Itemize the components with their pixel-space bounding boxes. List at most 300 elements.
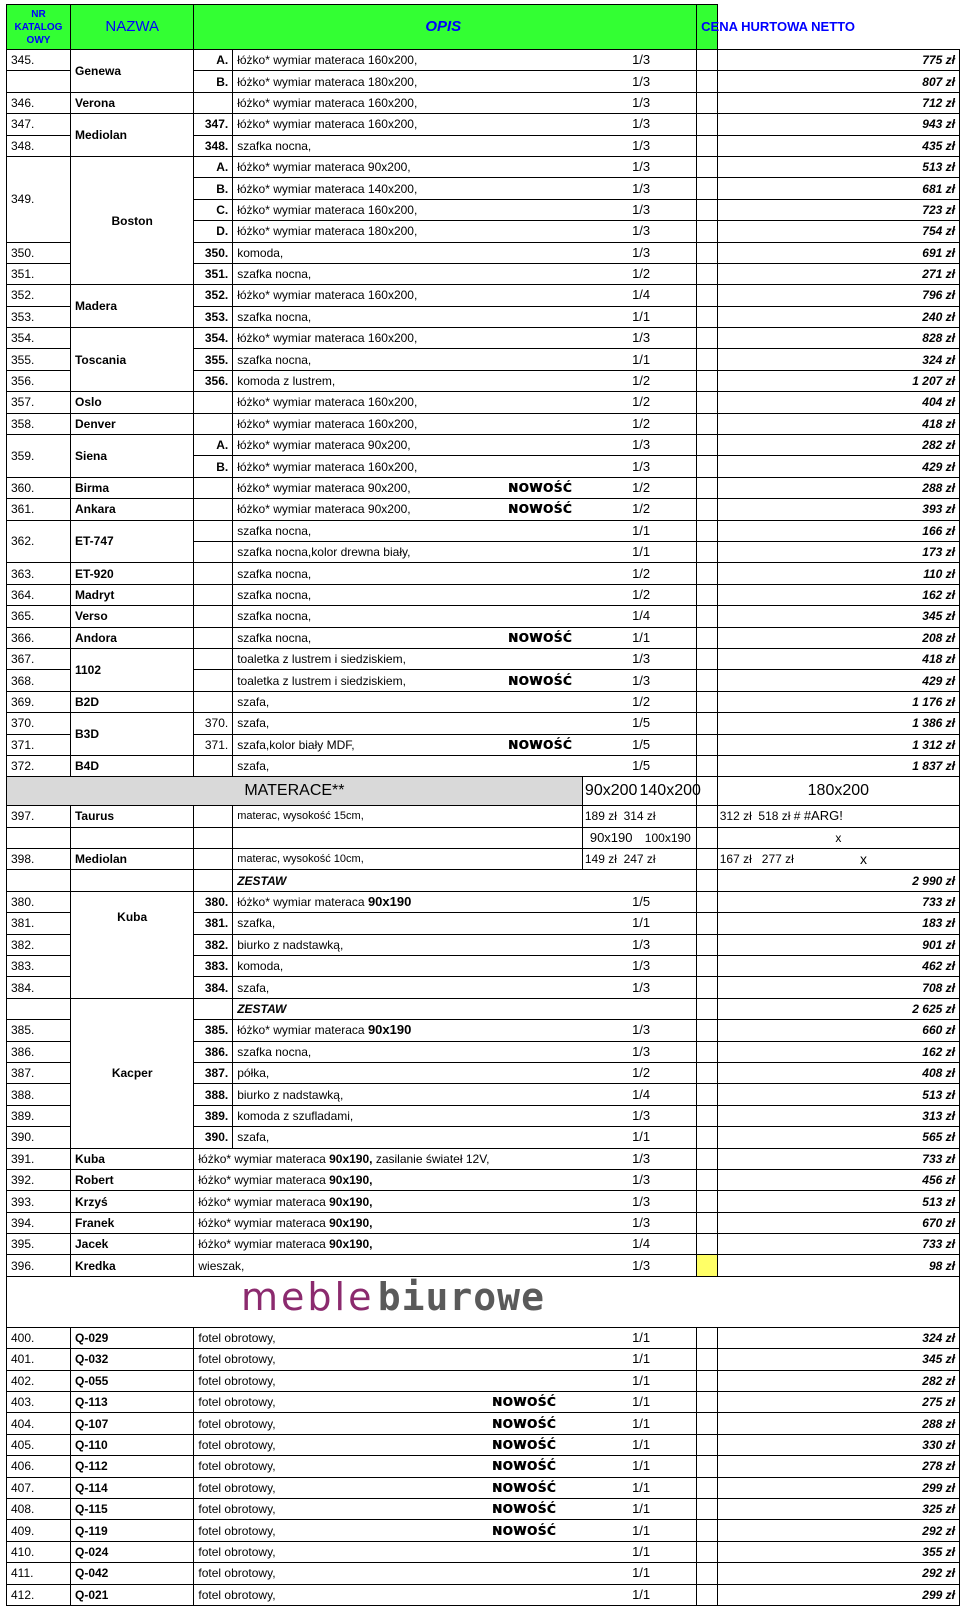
product-name: B4D [70, 755, 193, 776]
table-row [7, 1456, 960, 1477]
price: 404 zł [717, 392, 959, 413]
product-name: Q-114 [70, 1477, 193, 1498]
description: łóżko* wymiar materaca 1/3 90x190 [233, 1020, 697, 1041]
price: 345 zł [717, 606, 959, 627]
description: łóżko* wymiar materaca 180x200, 1/3 [233, 221, 697, 242]
price: 681 zł [717, 178, 959, 199]
price: 271 zł [717, 263, 959, 284]
table-row [7, 1584, 960, 1605]
catalog-nr: 387. [7, 1062, 71, 1083]
price: 1 176 zł [717, 691, 959, 712]
catalog-nr: 408. [7, 1499, 71, 1520]
catalog-nr: 361. [7, 499, 71, 520]
description: szafka nocna, 1/1 NOWOŚĆ [233, 627, 697, 648]
table-row [7, 627, 960, 648]
description: fotel obrotowy, 1/1 NOWOŚĆ [194, 1413, 697, 1434]
description: łóżko* wymiar materaca 160x200, 1/2 [233, 413, 697, 434]
price: 733 zł [717, 891, 959, 912]
catalog-nr: 381. [7, 913, 71, 934]
variant-label: 356. [194, 370, 233, 391]
header-opis: OPIS [194, 5, 697, 50]
value: 518 zł [758, 809, 791, 824]
product-name: Boston [70, 156, 193, 284]
product-name: Verso [70, 606, 193, 627]
qty: 1/3 [632, 1043, 651, 1059]
x-mark: x [860, 851, 867, 868]
price: 173 zł [717, 541, 959, 562]
price: 162 zł [717, 584, 959, 605]
new-badge: NOWOŚĆ [491, 1480, 557, 1495]
description: szafa, 1/5 [233, 755, 697, 776]
product-name: Kredka [70, 1255, 193, 1276]
product-name: B3D [70, 713, 193, 756]
price: 183 zł [717, 913, 959, 934]
description: fotel obrotowy, 1/1 NOWOŚĆ [194, 1456, 697, 1477]
qty: 1/1 [632, 1394, 651, 1410]
catalog-nr: 359. [7, 435, 71, 478]
new-badge: NOWOŚĆ [507, 502, 573, 517]
price: 208 zł [717, 627, 959, 648]
price: 275 zł [717, 1392, 959, 1413]
value: 189 zł [584, 809, 617, 824]
table-row [7, 114, 960, 135]
header-nazwa: NAZWA [70, 5, 193, 50]
catalog-nr: 364. [7, 584, 71, 605]
catalog-nr: 412. [7, 1584, 71, 1605]
product-name: Siena [70, 435, 193, 478]
new-badge: NOWOŚĆ [507, 673, 573, 688]
table-row [7, 1234, 960, 1255]
product-name: Toscania [70, 328, 193, 392]
product-name: Oslo [70, 392, 193, 413]
catalog-nr: 393. [7, 1191, 71, 1212]
new-badge: NOWOŚĆ [491, 1523, 557, 1538]
catalog-nr: 356. [7, 370, 71, 391]
description: szafka nocna, 1/1 [233, 349, 697, 370]
header-nr: NR KATALOG OWY [7, 5, 71, 50]
table-row [7, 1434, 960, 1455]
zestaw-row [7, 870, 960, 891]
table-row [7, 806, 960, 827]
product-name: Q-115 [70, 1499, 193, 1520]
product-name: B2D [70, 691, 193, 712]
catalog-nr: 350. [7, 242, 71, 263]
header-cena: CENA HURTOWA NETTO [697, 5, 718, 50]
catalog-nr: 397. [7, 806, 71, 827]
qty: 1/2 [632, 480, 651, 495]
qty: 1/3 [632, 180, 651, 196]
logo-part-1: meble [241, 1275, 375, 1320]
catalog-nr: 366. [7, 627, 71, 648]
description: fotel obrotowy, 1/1 NOWOŚĆ [194, 1499, 697, 1520]
catalog-nr: 345. [7, 50, 71, 71]
zestaw-label: ZESTAW [233, 998, 697, 1019]
qty: 1/2 [632, 693, 651, 709]
variant-label: 388. [194, 1084, 233, 1105]
qty: 1/3 [632, 223, 651, 239]
product-name: Q-119 [70, 1520, 193, 1541]
price: 775 zł [717, 50, 959, 71]
qty: 1/3 [632, 936, 651, 952]
new-badge: NOWOŚĆ [507, 737, 573, 752]
product-name: Franek [70, 1212, 193, 1233]
table-row [7, 713, 960, 734]
description: szafka nocna, 1/2 [233, 263, 697, 284]
qty: 1/3 [632, 73, 651, 89]
qty: 1/1 [632, 351, 651, 367]
catalog-nr: 355. [7, 349, 71, 370]
variant-label: 353. [194, 306, 233, 327]
qty: 1/5 [632, 758, 651, 774]
price: 565 zł [717, 1127, 959, 1148]
product-name: Birma [70, 477, 193, 498]
variant-label: 355. [194, 349, 233, 370]
qty: 1/3 [632, 330, 651, 346]
price: 345 zł [717, 1349, 959, 1370]
price: 943 zł [717, 114, 959, 135]
new-badge: NOWOŚĆ [491, 1459, 557, 1474]
catalog-nr: 372. [7, 755, 71, 776]
price: 828 zł [717, 328, 959, 349]
price: 330 zł [717, 1434, 959, 1455]
description: szafa, 1/2 [233, 691, 697, 712]
catalog-nr: 353. [7, 306, 71, 327]
price: 796 zł [717, 285, 959, 306]
catalog-nr: 403. [7, 1392, 71, 1413]
meble-biurowe-logo [7, 1276, 960, 1327]
description: szafka nocna, 1/2 [233, 584, 697, 605]
catalog-nr: 386. [7, 1041, 71, 1062]
zestaw-label: ZESTAW [233, 870, 697, 891]
product-name: Kuba [70, 891, 193, 998]
catalog-nr: 388. [7, 1084, 71, 1105]
qty: 1/3 [632, 244, 651, 260]
variant-label: B. [194, 71, 233, 92]
value: # [793, 809, 801, 824]
price: 691 zł [717, 242, 959, 263]
description: komoda, 1/3 [233, 242, 697, 263]
description: fotel obrotowy, 1/1 [194, 1327, 697, 1348]
qty: 1/1 [632, 915, 651, 931]
price: 723 zł [717, 199, 959, 220]
table-row [7, 1212, 960, 1233]
qty: 1/3 [632, 159, 651, 175]
qty: 1/1 [632, 1586, 651, 1602]
product-name: Robert [70, 1169, 193, 1190]
price: 324 zł [717, 1327, 959, 1348]
catalog-nr: 370. [7, 713, 71, 734]
catalog-nr: 395. [7, 1234, 71, 1255]
description: szafka nocna, 1/1 [233, 306, 697, 327]
qty: 1/3 [632, 1150, 651, 1166]
description: łóżko* wymiar materaca 160x200, 1/3 [233, 199, 697, 220]
catalog-nr: 348. [7, 135, 71, 156]
new-badge: NOWOŚĆ [491, 1395, 557, 1410]
price: 429 zł [717, 670, 959, 691]
price: 513 zł [717, 1191, 959, 1212]
table-row [7, 1563, 960, 1584]
product-name: Denver [70, 413, 193, 434]
variant-label: A. [194, 156, 233, 177]
price: 292 zł [717, 1563, 959, 1584]
value: 149 zł [584, 852, 617, 867]
table-row [7, 827, 960, 848]
price: 660 zł [717, 1020, 959, 1041]
qty: 1/3 [632, 458, 651, 474]
catalog-nr: 371. [7, 734, 71, 755]
description: toaletka z lustrem i siedziskiem, 1/3 NOWOŚĆ [233, 670, 697, 691]
description: szafka nocna, 1/1 [233, 520, 697, 541]
qty: 1/2 [632, 1065, 651, 1081]
price: 110 zł [717, 563, 959, 584]
description: łóżko* wymiar materaca 90x200, 1/3 [233, 435, 697, 456]
product-name: Andora [70, 627, 193, 648]
catalog-nr: 406. [7, 1456, 71, 1477]
product-name: Madryt [70, 584, 193, 605]
value: 314 zł [623, 809, 656, 824]
catalog-nr: 362. [7, 520, 71, 563]
variant-label: 390. [194, 1127, 233, 1148]
product-name: Q-112 [70, 1456, 193, 1477]
variant-label: 389. [194, 1105, 233, 1126]
product-name: Q-029 [70, 1327, 193, 1348]
description: komoda z lustrem, 1/2 [233, 370, 697, 391]
price: 325 zł [717, 1499, 959, 1520]
price: 418 zł [717, 413, 959, 434]
product-name: Ankara [70, 499, 193, 520]
variant-label: 380. [194, 891, 233, 912]
catalog-nr: 360. [7, 477, 71, 498]
price: 282 zł [717, 435, 959, 456]
price: 435 zł [717, 135, 959, 156]
qty: 1/4 [632, 608, 651, 624]
variant-label: D. [194, 221, 233, 242]
price: 456 zł [717, 1169, 959, 1190]
catalog-nr: 380. [7, 891, 71, 912]
qty: 1/3 [632, 116, 651, 132]
qty: 1/3 [632, 651, 651, 667]
size-140x200: 140x200 [639, 782, 701, 800]
description: łóżko* wymiar materaca 160x200, 1/3 [233, 50, 697, 71]
size-90x200: 90x200 [584, 782, 638, 800]
table-row [7, 648, 960, 669]
description: biurko z nadstawką, 1/4 [233, 1084, 697, 1105]
value: #ARG! [803, 808, 843, 824]
qty: 1/1 [632, 1501, 651, 1517]
product-name: Q-107 [70, 1413, 193, 1434]
table-row [7, 606, 960, 627]
table-row [7, 520, 960, 541]
description: biurko z nadstawką, 1/3 [233, 934, 697, 955]
table-row [7, 584, 960, 605]
catalog-nr: 389. [7, 1105, 71, 1126]
variant-label: 387. [194, 1062, 233, 1083]
description: fotel obrotowy, 1/1 NOWOŚĆ [194, 1392, 697, 1413]
qty: 1/3 [632, 1172, 651, 1188]
price: 1 207 zł [717, 370, 959, 391]
product-name: Q-042 [70, 1563, 193, 1584]
catalog-nr: 363. [7, 563, 71, 584]
catalog-nr: 402. [7, 1370, 71, 1391]
description: komoda z szufladami, 1/3 [233, 1105, 697, 1126]
catalog-nr: 347. [7, 114, 71, 135]
product-name: ET-920 [70, 563, 193, 584]
variant-label: 354. [194, 328, 233, 349]
new-badge: NOWOŚĆ [507, 630, 573, 645]
product-name: 1102 [70, 648, 193, 691]
variant-label: 350. [194, 242, 233, 263]
description: szafka nocna, 1/2 [233, 563, 697, 584]
variant-label: 371. [194, 734, 233, 755]
description: fotel obrotowy, 1/1 [194, 1370, 697, 1391]
description: toaletka z lustrem i siedziskiem, 1/3 [233, 648, 697, 669]
product-name: Mediolan [70, 114, 193, 157]
price: 278 zł [717, 1456, 959, 1477]
qty: 1/5 [632, 715, 651, 731]
variant-label: B. [194, 456, 233, 477]
qty: 1/4 [632, 1236, 651, 1252]
description: łóżko* wymiar materaca 160x200, 1/3 [233, 114, 697, 135]
qty: 1/1 [632, 1565, 651, 1581]
price: 1 837 zł [717, 755, 959, 776]
price: 670 zł [717, 1212, 959, 1233]
catalog-nr: 409. [7, 1520, 71, 1541]
description: szafka nocna, 1/3 [233, 135, 697, 156]
price: 2 990 zł [717, 870, 959, 891]
description: łóżko* wymiar materaca 160x200, 1/3 [233, 456, 697, 477]
description: półka, 1/2 [233, 1062, 697, 1083]
qty: 1/2 [632, 586, 651, 602]
catalog-nr: 357. [7, 392, 71, 413]
product-name: Q-024 [70, 1541, 193, 1562]
price: 288 zł [717, 477, 959, 498]
qty: 1/1 [632, 308, 651, 324]
price: 282 zł [717, 1370, 959, 1391]
catalog-nr: 392. [7, 1169, 71, 1190]
highlight-cell [697, 1255, 718, 1276]
catalog-nr: 394. [7, 1212, 71, 1233]
price: 712 zł [717, 92, 959, 113]
table-row [7, 891, 960, 912]
catalog-nr: 410. [7, 1541, 71, 1562]
description: szafka nocna,kolor drewna biały, 1/1 [233, 541, 697, 562]
qty: 1/3 [632, 437, 651, 453]
description: łóżko* wymiar materaca 90x190, 1/3 [194, 1191, 697, 1212]
qty: 1/1 [632, 1351, 651, 1367]
qty: 1/1 [632, 1330, 651, 1346]
table-row [7, 1392, 960, 1413]
table-row [7, 499, 960, 520]
product-name: Q-021 [70, 1584, 193, 1605]
description: szafka nocna, 1/3 [233, 1041, 697, 1062]
description: szafka, 1/1 [233, 913, 697, 934]
qty: 1/4 [632, 287, 651, 303]
table-row [7, 477, 960, 498]
price: 708 zł [717, 977, 959, 998]
catalog-nr: 398. [7, 849, 71, 870]
variant-label: 347. [194, 114, 233, 135]
table-row [7, 413, 960, 434]
price: 462 zł [717, 956, 959, 977]
product-name: Genewa [70, 50, 193, 93]
variant-label: 383. [194, 956, 233, 977]
qty: 1/2 [632, 373, 651, 389]
price: 901 zł [717, 934, 959, 955]
table-row [7, 1370, 960, 1391]
qty: 1/5 [632, 894, 651, 910]
price: 162 zł [717, 1041, 959, 1062]
catalog-nr: 385. [7, 1020, 71, 1041]
price: 292 zł [717, 1520, 959, 1541]
size-100x190: 100x190 [644, 830, 691, 845]
table-row [7, 435, 960, 456]
catalog-nr: 354. [7, 328, 71, 349]
logo-part-2: biurowe [377, 1275, 545, 1320]
description: łóżko* wymiar materaca 90x200, 1/2 NOWOŚĆ [233, 499, 697, 520]
description: łóżko* wymiar materaca 160x200, 1/2 [233, 392, 697, 413]
qty: 1/1 [632, 522, 651, 538]
materace-title: MATERACE** [7, 777, 583, 806]
qty: 1/3 [632, 201, 651, 217]
table-row [7, 1477, 960, 1498]
product-name: Kacper [70, 998, 193, 1148]
price: 733 zł [717, 1148, 959, 1169]
product-name: ET-747 [70, 520, 193, 563]
price: 393 zł [717, 499, 959, 520]
ce-cell [697, 50, 718, 71]
description: fotel obrotowy, 1/1 [194, 1584, 697, 1605]
x-mark: x [717, 827, 959, 848]
price: 240 zł [717, 306, 959, 327]
price: 324 zł [717, 349, 959, 370]
variant-label: A. [194, 435, 233, 456]
qty: 1/3 [632, 1193, 651, 1209]
zestaw-row [7, 998, 960, 1019]
product-name: Kuba [70, 1148, 193, 1169]
catalog-nr: 391. [7, 1148, 71, 1169]
variant-label: 384. [194, 977, 233, 998]
price: 429 zł [717, 456, 959, 477]
qty: 1/3 [632, 137, 651, 153]
catalog-nr: 351. [7, 263, 71, 284]
table-row [7, 563, 960, 584]
table-row [7, 691, 960, 712]
qty: 1/2 [632, 394, 651, 410]
description: łóżko* wymiar materaca 160x200, 1/4 [233, 285, 697, 306]
description: łóżko* wymiar materaca 160x200, 1/3 [233, 328, 697, 349]
catalog-nr: 400. [7, 1327, 71, 1348]
table-row [7, 755, 960, 776]
product-name: Q-032 [70, 1349, 193, 1370]
description: łóżko* wymiar materaca 90x200, 1/2 NOWOŚĆ [233, 477, 697, 498]
qty: 1/2 [632, 565, 651, 581]
table-row [7, 92, 960, 113]
catalog-nr: 411. [7, 1563, 71, 1584]
description: fotel obrotowy, 1/1 [194, 1349, 697, 1370]
new-badge: NOWOŚĆ [491, 1438, 557, 1453]
catalog-nr: 396. [7, 1255, 71, 1276]
table-row [7, 1169, 960, 1190]
qty: 1/3 [632, 672, 651, 688]
price: 288 zł [717, 1413, 959, 1434]
qty: 1/3 [632, 1257, 651, 1273]
price: 98 zł [717, 1255, 959, 1276]
qty: 1/3 [632, 94, 651, 110]
table-row [7, 849, 960, 870]
product-name: Krzyś [70, 1191, 193, 1212]
table-row [7, 285, 960, 306]
new-badge: NOWOŚĆ [491, 1502, 557, 1517]
